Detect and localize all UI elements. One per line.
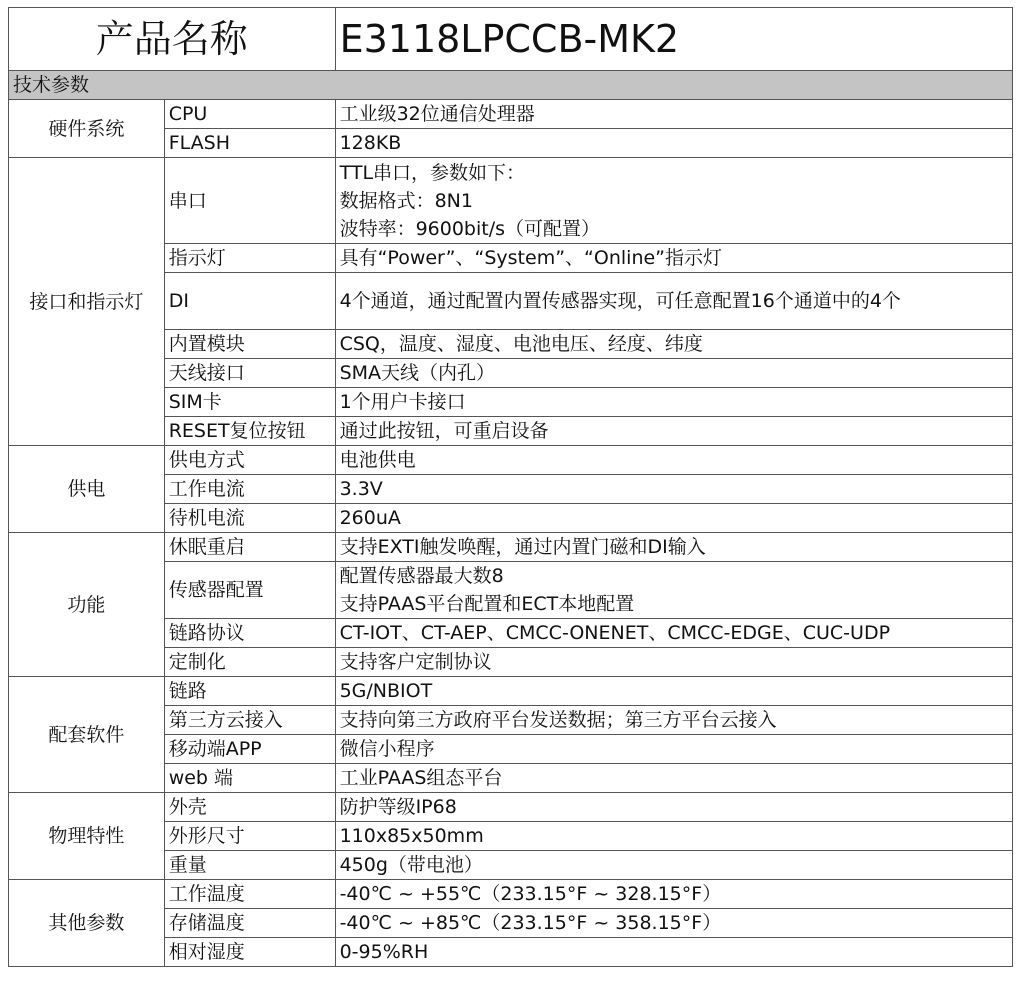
- spec-value: -40℃ ~ +85℃（233.15°F ~ 358.15°F）: [335, 909, 1012, 938]
- spec-value: 工业级32位通信处理器: [335, 100, 1012, 129]
- spec-key: SIM卡: [164, 388, 335, 417]
- spec-value: [335, 562, 1012, 619]
- spec-key: 外壳: [164, 793, 335, 822]
- spec-key: 移动端APP: [164, 735, 335, 764]
- spec-key: CPU: [164, 100, 335, 129]
- spec-value-line: 波特率：9600bit/s（可配置）: [339, 217, 601, 240]
- spec-key: 链路: [164, 677, 335, 706]
- spec-value: 5G/NBIOT: [335, 677, 1012, 706]
- spec-key: 工作电流: [164, 475, 335, 504]
- product-name-row: [9, 8, 1013, 71]
- spec-key: 相对湿度: [164, 938, 335, 967]
- spec-key: 第三方云接入: [164, 706, 335, 735]
- spec-value: 电池供电: [335, 446, 1012, 475]
- spec-key: 天线接口: [164, 359, 335, 388]
- spec-value: 具有“Power”、“System”、“Online”指示灯: [335, 244, 1012, 273]
- spec-value: 工业PAAS组态平台: [335, 764, 1012, 793]
- product-name-label: 产品名称: [9, 8, 336, 71]
- spec-value: 支持向第三方政府平台发送数据；第三方平台云接入: [335, 706, 1012, 735]
- spec-value-line: 配置传感器最大数8: [339, 565, 504, 587]
- spec-key: web 端: [164, 764, 335, 793]
- group-function-label: 功能: [9, 533, 165, 677]
- spec-key: 串口: [164, 158, 335, 244]
- spec-key: 工作温度: [164, 880, 335, 909]
- spec-key: 链路协议: [164, 619, 335, 648]
- group-hardware-label: 硬件系统: [9, 100, 165, 158]
- spec-value: 110x85x50mm: [335, 822, 1012, 851]
- group-software-label: 配套软件: [9, 677, 165, 793]
- spec-key: 存储温度: [164, 909, 335, 938]
- section-title: 技术参数: [9, 71, 1013, 100]
- spec-key: DI: [164, 273, 335, 330]
- group-power-label: 供电: [9, 446, 165, 533]
- spec-row: [9, 677, 1013, 706]
- spec-value: 1个用户卡接口: [335, 388, 1012, 417]
- spec-key: 指示灯: [164, 244, 335, 273]
- spec-value: 微信小程序: [335, 735, 1012, 764]
- spec-row: [9, 533, 1013, 562]
- group-other-label: 其他参数: [9, 880, 165, 967]
- spec-row: [9, 158, 1013, 244]
- group-interface-label: 接口和指示灯: [9, 158, 165, 446]
- spec-value: CT-IOT、CT-AEP、CMCC-ONENET、CMCC-EDGE、CUC-UDP: [335, 619, 1012, 648]
- group-physical-label: 物理特性: [9, 793, 165, 880]
- spec-value-line: 数据格式：8N1: [339, 189, 473, 212]
- spec-value: 0-95%RH: [335, 938, 1012, 967]
- spec-value: 3.3V: [335, 475, 1012, 504]
- spec-value: SMA天线（内孔）: [335, 359, 1012, 388]
- spec-key: 传感器配置: [164, 562, 335, 619]
- spec-value: 支持EXTI触发唤醒，通过内置门磁和DI输入: [335, 533, 1012, 562]
- spec-value: 260uA: [335, 504, 1012, 533]
- spec-key: 内置模块: [164, 330, 335, 359]
- spec-row: [9, 446, 1013, 475]
- spec-key: 休眠重启: [164, 533, 335, 562]
- spec-value: CSQ，温度、湿度、电池电压、经度、纬度: [335, 330, 1012, 359]
- spec-value-line: TTL串口，参数如下：: [339, 161, 526, 184]
- spec-row: [9, 100, 1013, 129]
- spec-value: 450g（带电池）: [335, 851, 1012, 880]
- spec-value: 支持客户定制协议: [335, 648, 1012, 677]
- spec-value: 128KB: [335, 129, 1012, 158]
- spec-key: 定制化: [164, 648, 335, 677]
- spec-key: 待机电流: [164, 504, 335, 533]
- spec-key: 重量: [164, 851, 335, 880]
- product-name-value: E3118LPCCB-MK2: [335, 8, 1012, 71]
- spec-value: 防护等级IP68: [335, 793, 1012, 822]
- spec-key: 外形尺寸: [164, 822, 335, 851]
- spec-key: RESET复位按钮: [164, 417, 335, 446]
- spec-row: [9, 793, 1013, 822]
- spec-value: -40℃ ~ +55℃（233.15°F ~ 328.15°F）: [335, 880, 1012, 909]
- spec-table: [8, 7, 1013, 967]
- spec-value: 通过此按钮，可重启设备: [335, 417, 1012, 446]
- spec-value: 4个通道，通过配置内置传感器实现，可任意配置16个通道中的4个: [335, 273, 1012, 330]
- spec-value: [335, 158, 1012, 244]
- spec-value-line: 支持PAAS平台配置和ECT本地配置: [339, 593, 635, 615]
- spec-row: [9, 880, 1013, 909]
- spec-key: FLASH: [164, 129, 335, 158]
- section-header-row: [9, 71, 1013, 100]
- spec-key: 供电方式: [164, 446, 335, 475]
